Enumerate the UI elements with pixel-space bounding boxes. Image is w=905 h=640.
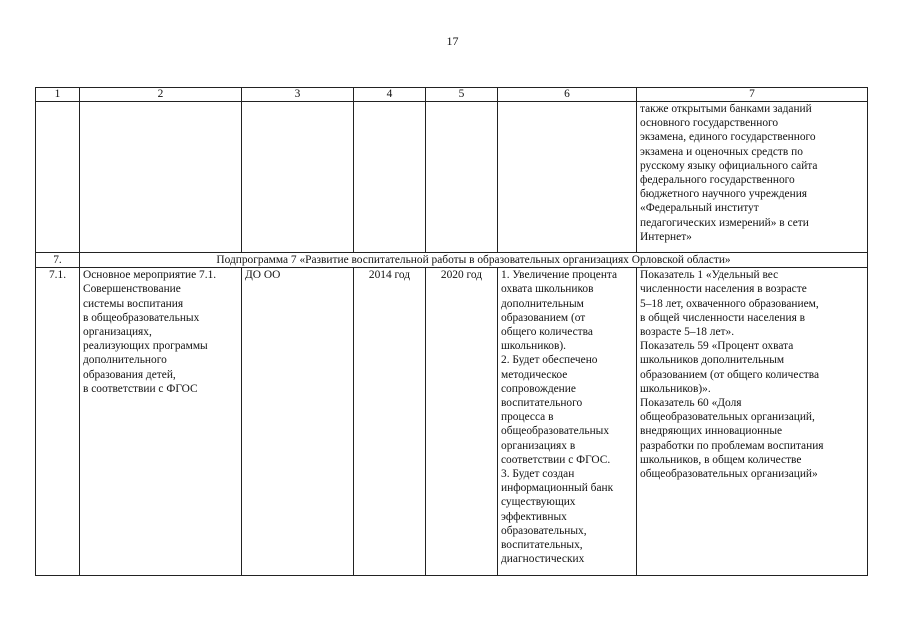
result-line: 2. Будет обеспечено	[501, 354, 598, 367]
result-line: 1. Увеличение процента	[501, 269, 618, 282]
indicator-line: 5–18 лет, охваченного образованием,	[640, 297, 819, 310]
indicators-cell	[637, 268, 868, 576]
cont-cell-1	[36, 102, 80, 253]
column-header-3: 3	[242, 88, 354, 102]
program-table	[35, 87, 868, 576]
subprogram-row	[36, 253, 868, 268]
cont-indicators-cell	[637, 102, 868, 253]
column-number-row	[36, 88, 868, 102]
measure-name-line: в общеобразовательных	[83, 311, 200, 324]
end-year-cell: 2020 год	[426, 268, 498, 576]
start-year-cell: 2014 год	[354, 268, 426, 576]
subprogram-title: Подпрограмма 7 «Развитие воспитательной работы в образовательных организациях Орловской области»	[80, 253, 868, 268]
result-line: 3. Будет создан	[501, 468, 575, 481]
measure-name-cell	[80, 268, 242, 576]
cont-cell-3	[242, 102, 354, 253]
cont-cell-2	[80, 102, 242, 253]
page-number: 17	[446, 34, 459, 48]
cont-cell-6	[498, 102, 637, 253]
indicator-line: общеобразовательных организаций,	[640, 411, 815, 424]
indicator-line: школьников дополнительным	[640, 354, 785, 367]
indicator-line: внедряющих инновационные	[640, 425, 783, 438]
cont-cell-5	[426, 102, 498, 253]
result-line: общего количества	[501, 326, 593, 339]
cont-line: педагогических измерений» в сети	[640, 216, 809, 229]
indicator-line: Показатель 60 «Доля	[640, 397, 742, 410]
column-header-4: 4	[354, 88, 426, 102]
cont-line: Интернет»	[640, 230, 692, 243]
column-header-5: 5	[426, 88, 498, 102]
indicator-line: школьников, в общем количестве	[640, 453, 802, 466]
result-line: методическое	[501, 368, 568, 381]
measure-name-line: Основное мероприятие 7.1.	[83, 269, 217, 282]
result-line: образованием (от	[501, 311, 586, 324]
indicator-line: общеобразовательных организаций»	[640, 468, 818, 481]
result-line: организациях в	[501, 439, 576, 452]
continuation-row	[36, 102, 868, 253]
result-line: образовательных,	[501, 524, 587, 537]
indicator-line: школьников)».	[640, 382, 711, 395]
cont-line: экзамена, единого государственного	[640, 131, 816, 144]
indicator-line: Показатель 1 «Удельный вес	[640, 269, 779, 282]
column-header-2: 2	[80, 88, 242, 102]
indicator-line: Показатель 59 «Процент охвата	[640, 340, 794, 353]
measure-number: 7.1.	[36, 268, 80, 576]
result-line: общеобразовательных	[501, 425, 610, 438]
cont-line: бюджетного научного учреждения	[640, 188, 808, 201]
cont-line: русскому языку официального сайта	[640, 159, 818, 172]
measure-name-line: организациях,	[83, 326, 152, 339]
indicator-line: численности населения в возрасте	[640, 283, 807, 296]
result-line: воспитательных,	[501, 539, 583, 552]
result-line: школьников).	[501, 340, 567, 353]
cont-line: также открытыми банками заданий	[640, 103, 812, 115]
result-line: информационный банк	[501, 482, 614, 495]
indicator-line: разработки по проблемам воспитания	[640, 439, 824, 452]
measure-name-line: Совершенствование	[83, 283, 181, 296]
results-cell	[498, 268, 637, 576]
indicator-line: образованием (от общего количества	[640, 368, 820, 381]
cont-line: основного государственного	[640, 117, 779, 130]
column-header-1: 1	[36, 88, 80, 102]
measure-name-line: в соответствии с ФГОС	[83, 382, 198, 395]
result-line: охвата школьников	[501, 283, 594, 296]
measure-name-line: образования детей,	[83, 368, 176, 381]
column-header-7: 7	[637, 88, 868, 102]
result-line: существующих	[501, 496, 576, 509]
result-line: диагностических	[501, 553, 585, 566]
cont-line: экзамена и оценочных средств по	[640, 145, 803, 158]
measure-name-line: системы воспитания	[83, 297, 184, 310]
measure-row	[36, 268, 868, 576]
result-line: эффективных	[501, 510, 567, 523]
indicator-line: в общей численности населения в	[640, 311, 806, 324]
indicator-line: возрасте 5–18 лет».	[640, 326, 735, 339]
measure-name-line: реализующих программы	[83, 340, 208, 353]
cont-line: федерального государственного	[640, 174, 795, 187]
result-line: сопровождение	[501, 382, 576, 395]
subprogram-number: 7.	[36, 253, 80, 268]
executor-cell: ДО ОО	[242, 268, 354, 576]
result-line: воспитательного	[501, 397, 583, 410]
cont-line: «Федеральный институт	[640, 202, 759, 215]
result-line: дополнительным	[501, 297, 584, 310]
cont-cell-4	[354, 102, 426, 253]
result-line: процесса в	[501, 411, 554, 424]
column-header-6: 6	[498, 88, 637, 102]
measure-name-line: дополнительного	[83, 354, 167, 367]
result-line: соответствии с ФГОС.	[501, 453, 611, 466]
